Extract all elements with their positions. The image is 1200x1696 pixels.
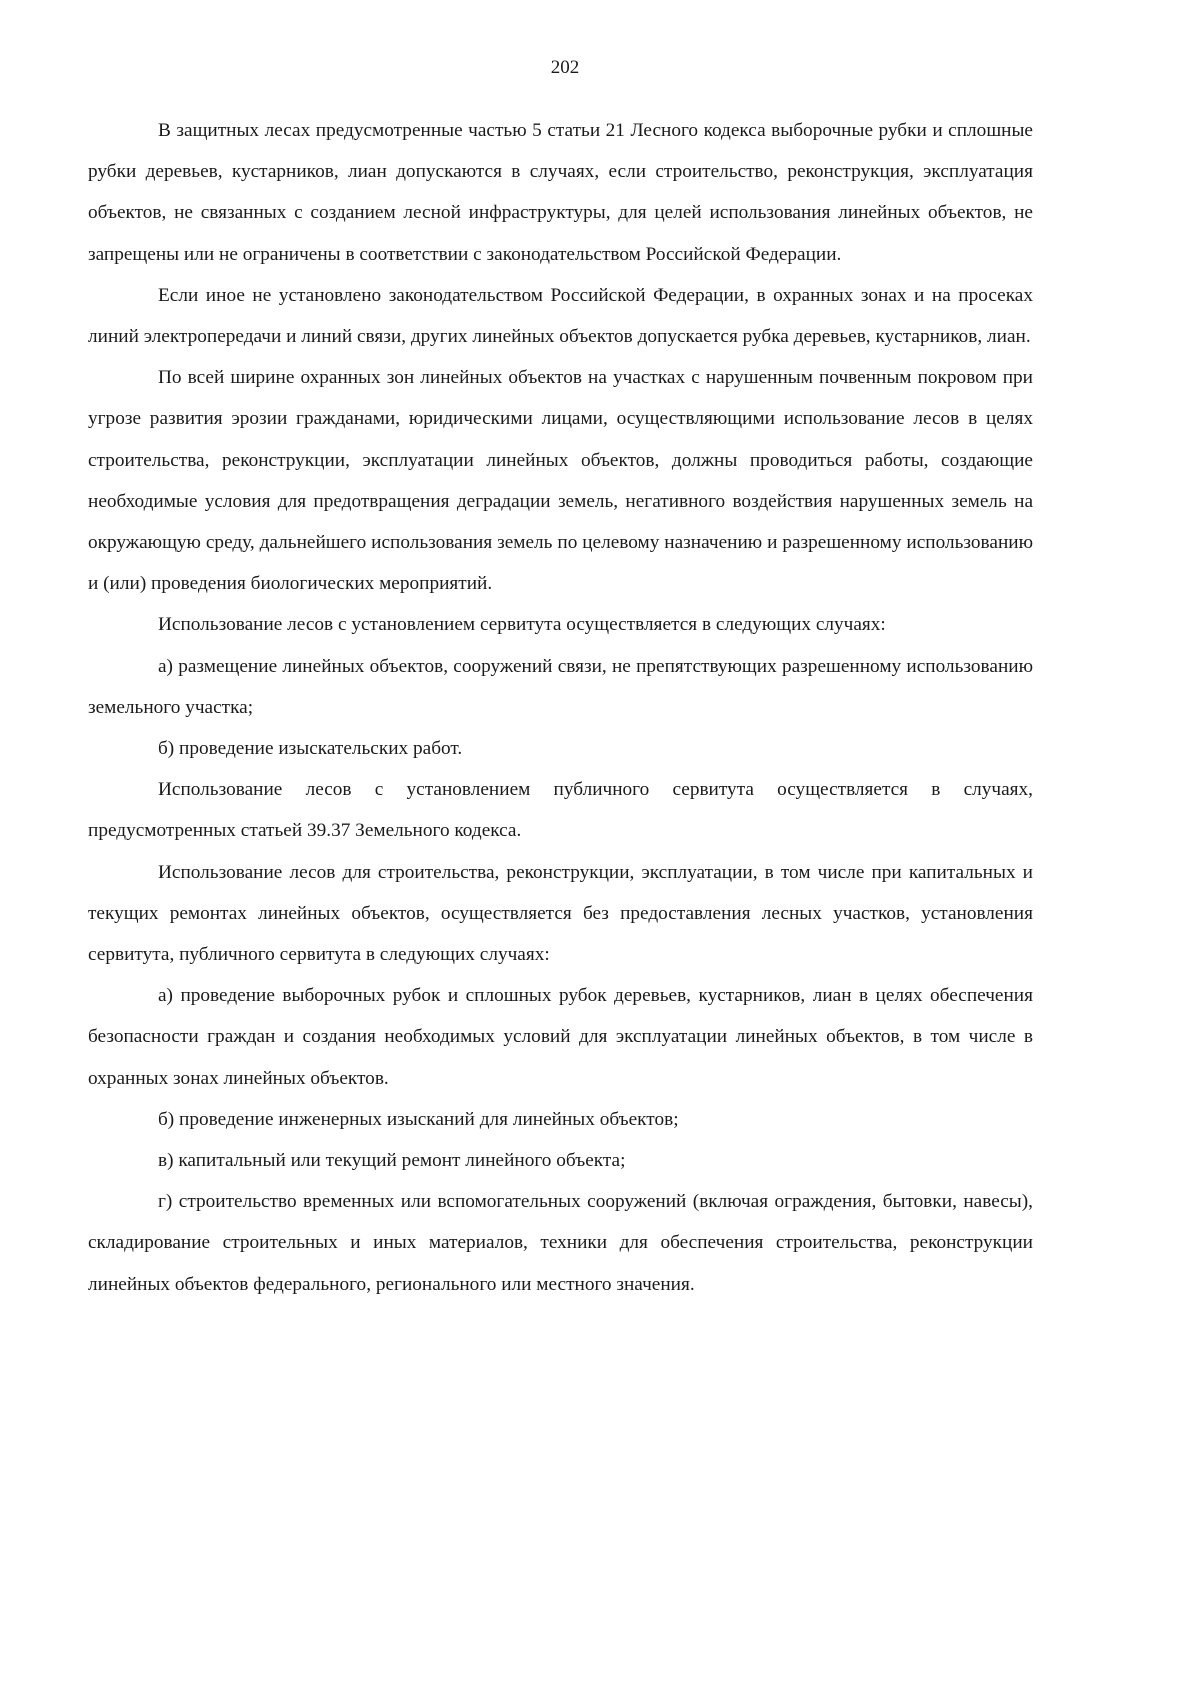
list-item-servitude-b: б) проведение изыскательских работ. [158,738,463,760]
paragraph-soil-cover: По всей ширине охранных зон линейных объектов на участках с нарушенным почвенным покровом при угрозе развития эрозии гражданами, юридическими лицами, осуществляющими использование лесов в целях строительства, реконструкции, эксплуатации линейных объектов, должны проводиться работы, создающие необходимые условия для предотвращения деградации земель, негативного воздействия нарушенных земель на окружающую среду, дальнейшего использования земель по целевому назначению и разрешенному использованию и (или) проведения биологических мероприятий. [88,367,1033,595]
list-item-no-servitude-a: а) проведение выборочных рубок и сплошных рубок деревьев, кустарников, лиан в целях обеспечения безопасности граждан и создания необходимых условий для эксплуатации линейных объектов, в том числе в охранных зонах линейных объектов. [88,985,1033,1089]
paragraph-protective-forests: В защитных лесах предусмотренные частью 5 статьи 21 Лесного кодекса выборочные рубки и сплошные рубки деревьев, кустарников, лиан допускаются в случаях, если строительство, реконструкция, эксплуатация объектов, не связанных с созданием лесной инфраструктуры, для целей использования линейных объектов, не запрещены или не ограничены в соответствии с законодательством Российской Федерации. [88,120,1033,265]
document-body [88,110,1033,1305]
paragraph-servitude-cases: Использование лесов с установлением сервитута осуществляется в следующих случаях: [158,614,886,636]
paragraph-no-servitude-cases: Использование лесов для строительства, реконструкции, эксплуатации, в том числе при капитальных и текущих ремонтах линейных объектов, осуществляется без предоставления лесных участков, установления сервитута, публичного сервитута в следующих случаях: [88,861,1033,966]
list-item-servitude-a: а) размещение линейных объектов, сооружений связи, не препятствующих разрешенному использованию земельного участка; [88,655,1033,718]
list-item-no-servitude-c: в) капитальный или текущий ремонт линейного объекта; [158,1150,626,1172]
list-item-no-servitude-d: г) строительство временных или вспомогательных сооружений (включая ограждения, бытовки, навесы), складирование строительных и иных материалов, техники для обеспечения строительства, реконструкции линейных объектов федерального, регионального или местного значения. [88,1191,1033,1295]
page-number: 202 [550,57,580,78]
list-item-no-servitude-b: б) проведение инженерных изысканий для линейных объектов; [158,1108,679,1130]
paragraph-public-servitude: Использование лесов с установлением публичного сервитута осуществляется в случаях, предусмотренных статьей 39.37 Земельного кодекса. [88,779,1033,842]
paragraph-protected-zones: Если иное не установлено законодательством Российской Федерации, в охранных зонах и на просеках линий электропередачи и линий связи, других линейных объектов допускается рубка деревьев, кустарников, лиан. [88,284,1033,348]
